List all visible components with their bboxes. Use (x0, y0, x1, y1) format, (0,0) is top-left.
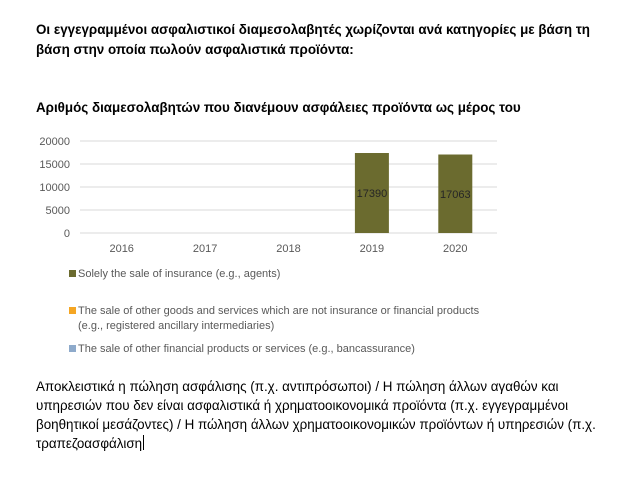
y-tick-label: 15000 (39, 159, 70, 171)
legend-item-ancillary (69, 304, 498, 334)
x-tick-label: 2019 (359, 243, 385, 255)
chart-title: Αριθμός διαμεσολαβητών που διανέμουν ασφάλειες προϊόντα ως μέρος του (36, 100, 521, 115)
legend-swatch-ancillary (69, 307, 76, 314)
legend-item-agents (69, 267, 498, 282)
body-text: Αποκλειστικά η πώληση ασφάλισης (π.χ. αντιπρόσωποι) / Η πώληση άλλων αγαθών και υπηρεσιών που δεν είναι ασφαλιστικά ή χρηματοοικονομικά προϊόντα (π.χ. εγγεγραμμένοι βοηθητικοί μεσάζοντες) / Η πώληση άλλων χρηματοοικονομικών προϊόντων ή υπηρεσιών (π.χ. τραπεζοασφάλιση (36, 379, 596, 451)
legend-label-bancassurance: The sale of other financial products or services (e.g., bancassurance) (78, 343, 415, 355)
legend-swatch-bancassurance (69, 345, 76, 352)
y-tick-label: 5000 (45, 205, 70, 217)
intro-text: Οι εγγεγραμμένοι ασφαλιστικοί διαμεσολαβητές χωρίζονται ανά κατηγορίες με βάση τη βάση στην οποία πωλούν ασφαλιστικά προϊόντα: (36, 22, 590, 57)
text-cursor (143, 435, 144, 450)
data-label: 17390 (356, 188, 388, 201)
x-tick-label: 2016 (109, 243, 134, 255)
body-text-block[interactable] (36, 377, 606, 453)
y-tick-label: 0 (63, 228, 70, 240)
legend-item-bancassurance (69, 342, 498, 357)
legend-swatch-agents (69, 270, 76, 277)
y-tick-label: 20000 (39, 136, 70, 148)
x-tick-label: 2020 (443, 243, 468, 255)
legend-label-agents: Solely the sale of insurance (e.g., agents) (78, 268, 281, 280)
x-tick-label: 2018 (276, 243, 301, 255)
x-tick-label: 2017 (192, 243, 218, 255)
y-tick-label: 10000 (39, 182, 70, 194)
legend-label-ancillary: The sale of other goods and services which are not insurance or financial products (e.g., registered ancillary intermediaries) (78, 305, 480, 332)
data-label: 17063 (440, 188, 471, 201)
